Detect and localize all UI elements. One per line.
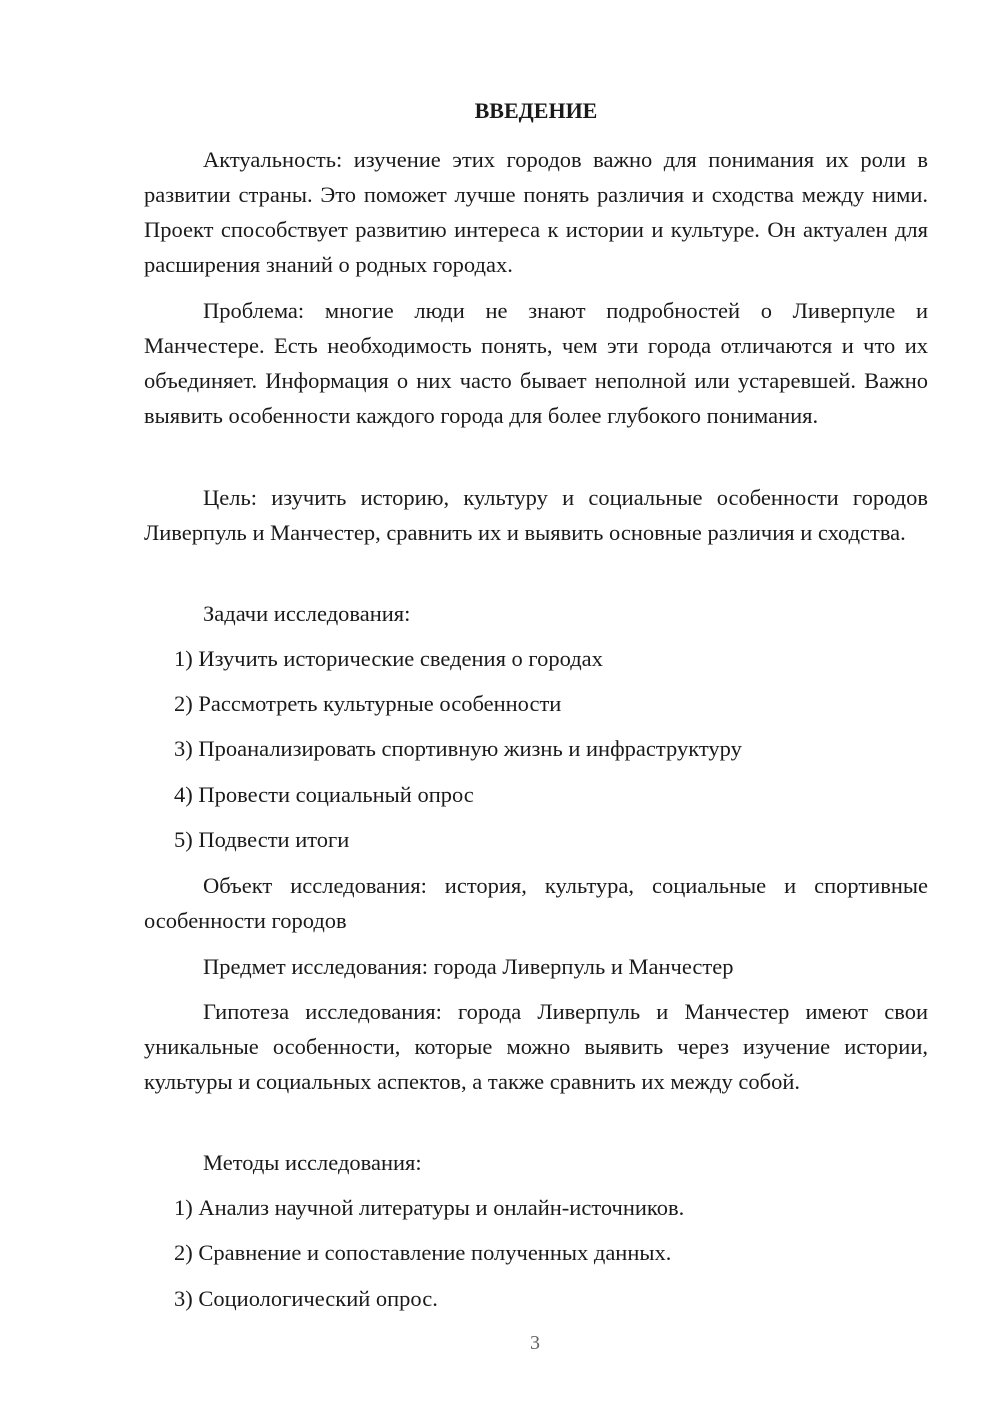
problem-paragraph: Проблема: многие люди не знают подробностей о Ливерпуле и Манчестере. Есть необходимость понять, чем эти города отличаются и что их объединяет. Информация о них часто бывает неполной или устаревшей. Важно выявить особенности каждого города для более глубокого понимания. xyxy=(144,298,928,428)
methods-title: Методы исследования: xyxy=(203,1150,422,1175)
task-item: 3) Проанализировать спортивную жизнь и инфраструктуру xyxy=(174,736,742,761)
method-item: 2) Сравнение и сопоставление полученных данных. xyxy=(174,1240,672,1265)
task-item: 5) Подвести итоги xyxy=(174,827,350,852)
hypothesis-paragraph: Гипотеза исследования: города Ливерпуль и Манчестер имеют свои уникальные особенности, которые можно выявить через изучение истории, культуры и социальных аспектов, а также сравнить их между собой. xyxy=(144,999,928,1094)
task-item: 4) Провести социальный опрос xyxy=(174,782,474,807)
section-heading: ВВЕДЕНИЕ xyxy=(474,98,598,123)
goal-paragraph: Цель: изучить историю, культуру и социальные особенности городов Ливерпуль и Манчестер, сравнить их и выявить основные различия и сходства. xyxy=(144,485,928,545)
subject-paragraph: Предмет исследования: города Ливерпуль и Манчестер xyxy=(203,954,734,979)
task-item: 1) Изучить исторические сведения о городах xyxy=(174,646,603,671)
task-item: 2) Рассмотреть культурные особенности xyxy=(174,691,562,716)
relevance-paragraph: Актуальность: изучение этих городов важно для понимания их роли в развитии страны. Это поможет лучше понять различия и сходства между ними. Проект способствует развитию интереса к истории и культуре. Он актуален для расширения знаний о родных городах. xyxy=(144,147,928,277)
method-item: 1) Анализ научной литературы и онлайн-источников. xyxy=(174,1195,685,1220)
tasks-title: Задачи исследования: xyxy=(203,601,411,626)
object-paragraph: Объект исследования: история, культура, социальные и спортивные особенности городов xyxy=(144,873,928,933)
page-number: 3 xyxy=(530,1332,540,1354)
method-item: 3) Социологический опрос. xyxy=(174,1286,438,1311)
